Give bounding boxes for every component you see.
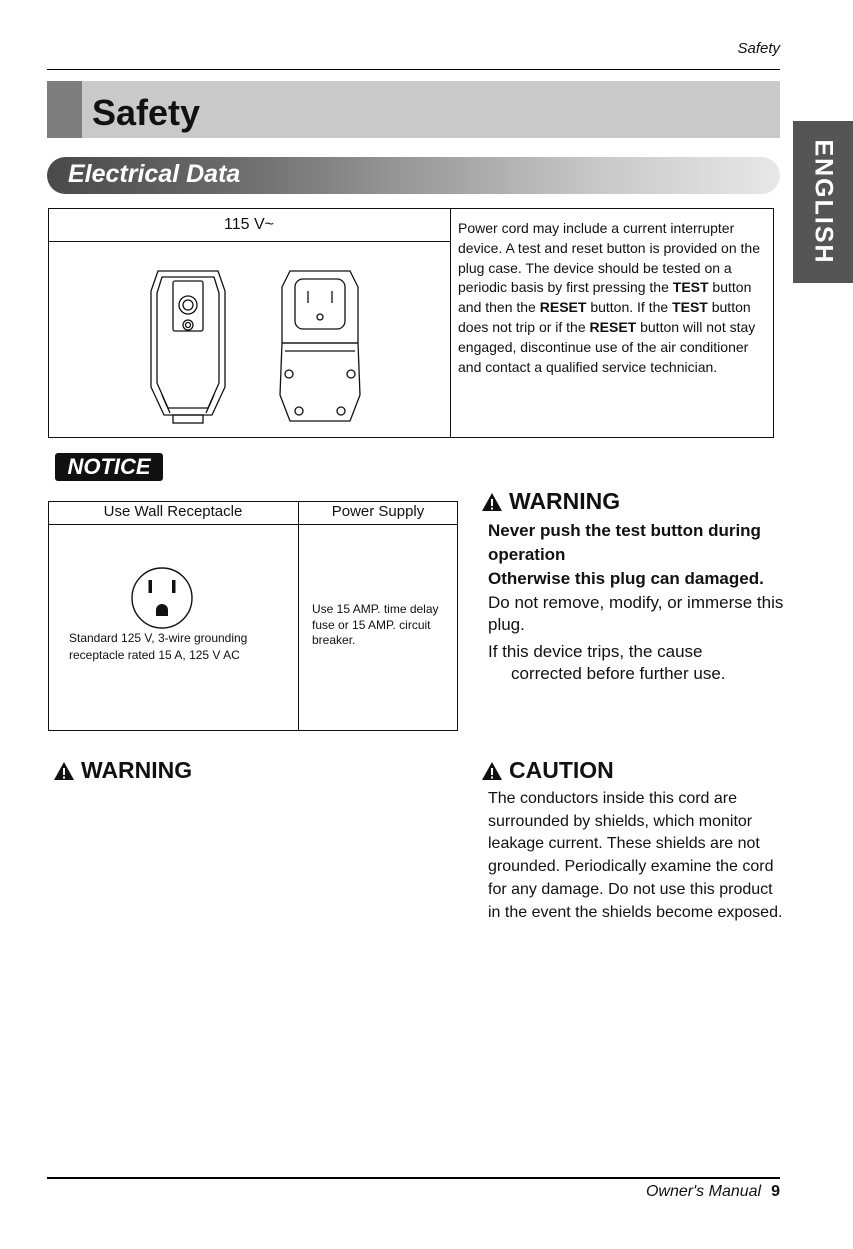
title-accent-block [47, 81, 82, 138]
receptacle-icon [130, 566, 194, 630]
header-rule [47, 69, 780, 70]
warning-text: corrected before further use. [511, 664, 726, 683]
footer-rule [47, 1177, 780, 1179]
table-divider [450, 208, 451, 438]
page-title: Safety [92, 92, 201, 133]
warning-title: WARNING [81, 757, 193, 783]
button-name: RESET [589, 318, 637, 335]
plug-side-view [151, 271, 225, 423]
warning-triangle-icon [53, 761, 75, 781]
warning-body [488, 592, 808, 685]
manual-label: Owner's Manual [645, 1183, 762, 1200]
caution-text: The conductors inside this cord are surrounded by shields, which monitor leakage current. These shields are not grounded. Periodically examine the cord for any damage. Do not use this product in the event the shields become exposed. [488, 790, 783, 921]
page-number: 9 [771, 1183, 780, 1200]
warning-bold-text [488, 519, 838, 591]
power-supply-spec: Use 15 AMP. time delay fuse or 15 AMP. circuit breaker. [312, 602, 439, 647]
warning-heading [481, 488, 620, 515]
power-supply-header: Power Supply [331, 503, 425, 520]
description-text: button does not trip or if the [458, 299, 751, 335]
description-text: button. If the [586, 299, 673, 316]
running-header: Safety [737, 40, 780, 57]
warning-title: WARNING [509, 488, 621, 514]
interrupter-description [458, 219, 768, 377]
language-tab [793, 121, 853, 283]
table-divider [298, 501, 299, 731]
warning-bold-line: Otherwise this plug can damaged. [488, 569, 764, 588]
plug-front-view [280, 271, 360, 421]
description-text: button and then the [458, 279, 752, 316]
language-label: ENGLISH [809, 139, 838, 265]
table-header-rule [48, 241, 450, 242]
receptacle-spec: Standard 125 V, 3-wire grounding receptacle rated 15 A, 125 V AC [69, 631, 248, 662]
receptacle-header: Use Wall Receptacle [103, 503, 243, 520]
warning-triangle-icon [481, 492, 503, 512]
warning-text: If this device trips, the cause [488, 642, 703, 661]
warning-triangle-icon [481, 761, 503, 781]
warning-text: Do not remove, modify, or immerse this plug. [488, 593, 784, 634]
voltage-header: 115 V~ [224, 216, 274, 233]
button-name: TEST [672, 299, 708, 316]
description-text: Power cord may include a current interrupter device. A test and reset button is provided on the plug case. The device should be tested on a periodic basis by first pressing the [458, 220, 760, 296]
warning-heading [53, 757, 192, 784]
description-text: button will not stay engaged, discontinue use of the air conditioner and contact a qualified service technician. [458, 318, 756, 375]
notice-badge: NOTICE [55, 453, 163, 481]
section-subtitle: Electrical Data [68, 160, 241, 188]
caution-title: CAUTION [509, 757, 614, 783]
table-header-rule [48, 524, 458, 525]
button-name: RESET [539, 299, 587, 316]
button-name: TEST [672, 279, 709, 296]
plug-illustration [140, 265, 380, 430]
footer [646, 1183, 780, 1201]
caution-heading [481, 757, 614, 784]
warning-bold-line: Never push the test button during operation [488, 521, 761, 564]
